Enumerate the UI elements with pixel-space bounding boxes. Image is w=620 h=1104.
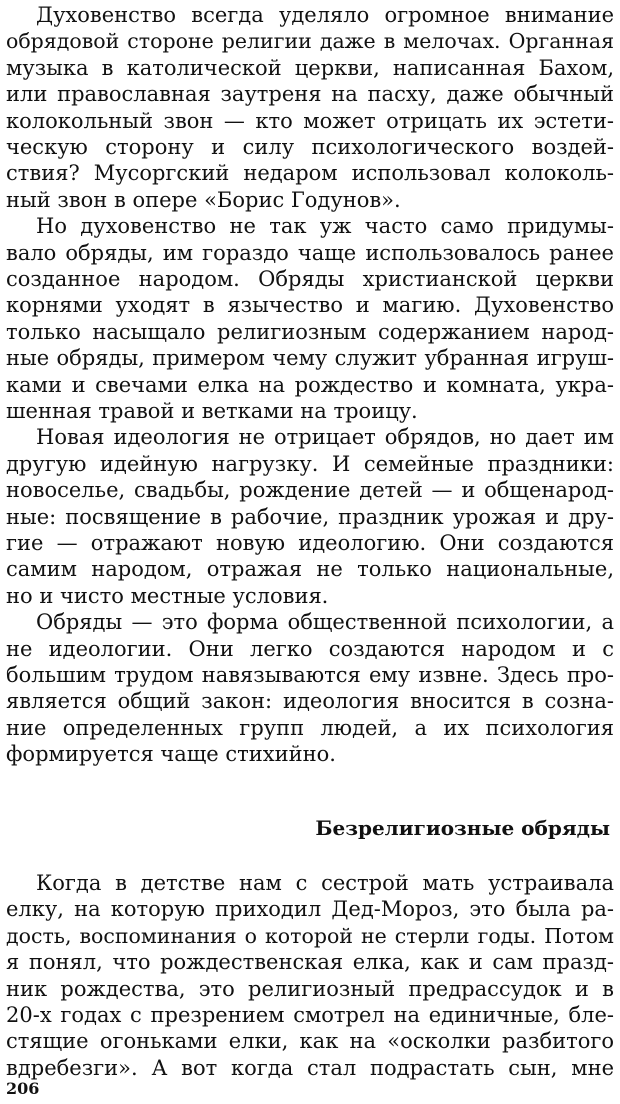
text-line: дость, воспоминания о которой не стерли годы. Потом [6, 924, 614, 948]
section-heading: Безрелигиозные обряды [315, 815, 610, 840]
text-line: новоселье, свадьбы, рождение детей — и общенарод- [6, 478, 614, 502]
text-line: Когда в детстве нам с сестрой мать устраивала [36, 871, 614, 895]
text-line: музыка в католической церкви, написанная Бахом, [6, 56, 614, 80]
text-line: Новая идеология не отрицает обрядов, но дает им [36, 425, 614, 449]
text-line: обрядовой стороне религии даже в мелочах. Органная [6, 29, 614, 53]
page-number: 206 [6, 1079, 40, 1098]
text-line: 20-х годах с презрением смотрел на единичные, бле- [6, 1003, 614, 1027]
text-line: елку, на которую приходил Дед-Мороз, это была ра- [6, 897, 614, 921]
text-line: я понял, что рождественская елка, как и сам празд- [6, 950, 614, 974]
text-line: самим народом, отражая не только национальные, [6, 557, 614, 581]
text-line: вало обряды, им гораздо чаще использовалось ранее [6, 241, 614, 265]
text-line: гие — отражают новую идеологию. Они создаются [6, 531, 614, 555]
text-line: другую идейную нагрузку. И семейные праздники: [6, 452, 614, 476]
text-line: ные обряды, примером чему служит убранная игруш- [6, 346, 614, 370]
text-line: не идеологии. Они легко создаются народом и с [6, 637, 614, 661]
text-line: ствия? Мусоргский недаром использовал колоколь- [6, 161, 614, 185]
text-line: Духовенство всегда уделяло огромное внимание [36, 3, 614, 27]
text-line: ками и свечами елка на рождество и комната, укра- [6, 373, 614, 397]
text-line: шенная травой и ветками на троицу. [6, 399, 418, 423]
text-line: колокольный звон — кто может отрицать их эстети- [6, 109, 614, 133]
text-line: созданное народом. Обряды христианской церкви [6, 267, 614, 291]
text-line: вдребезги». А вот когда стал подрастать сын, мне [6, 1056, 614, 1080]
text-line: является общий закон: идеология вносится в созна- [6, 689, 614, 713]
text-line: ческую сторону и силу психологического воздей- [6, 135, 614, 159]
text-line: формируется чаще стихийно. [6, 742, 336, 766]
text-line: только насыщало религиозным содержанием народ- [6, 320, 614, 344]
text-line: стящие огоньками елки, как на «осколки разбитого [6, 1029, 614, 1053]
text-line: ный звон в опере «Борис Годунов». [6, 188, 401, 212]
text-line: большим трудом навязываются ему извне. Здесь про- [6, 663, 614, 687]
text-line: но и чисто местные условия. [6, 584, 329, 608]
text-line: или православная заутреня на пасху, даже обычный [6, 82, 614, 106]
text-line: ные: посвящение в рабочие, праздник урожая и дру- [6, 505, 614, 529]
text-line: корнями уходят в язычество и магию. Духовенство [6, 293, 614, 317]
text-line: Но духовенство не так уж часто само придумы- [36, 214, 614, 238]
text-line: ние определенных групп людей, а их психология [6, 716, 614, 740]
text-line: ник рождества, это религиозный предрассудок и в [6, 977, 614, 1001]
text-line: Обряды — это форма общественной психологии, а [36, 610, 614, 634]
